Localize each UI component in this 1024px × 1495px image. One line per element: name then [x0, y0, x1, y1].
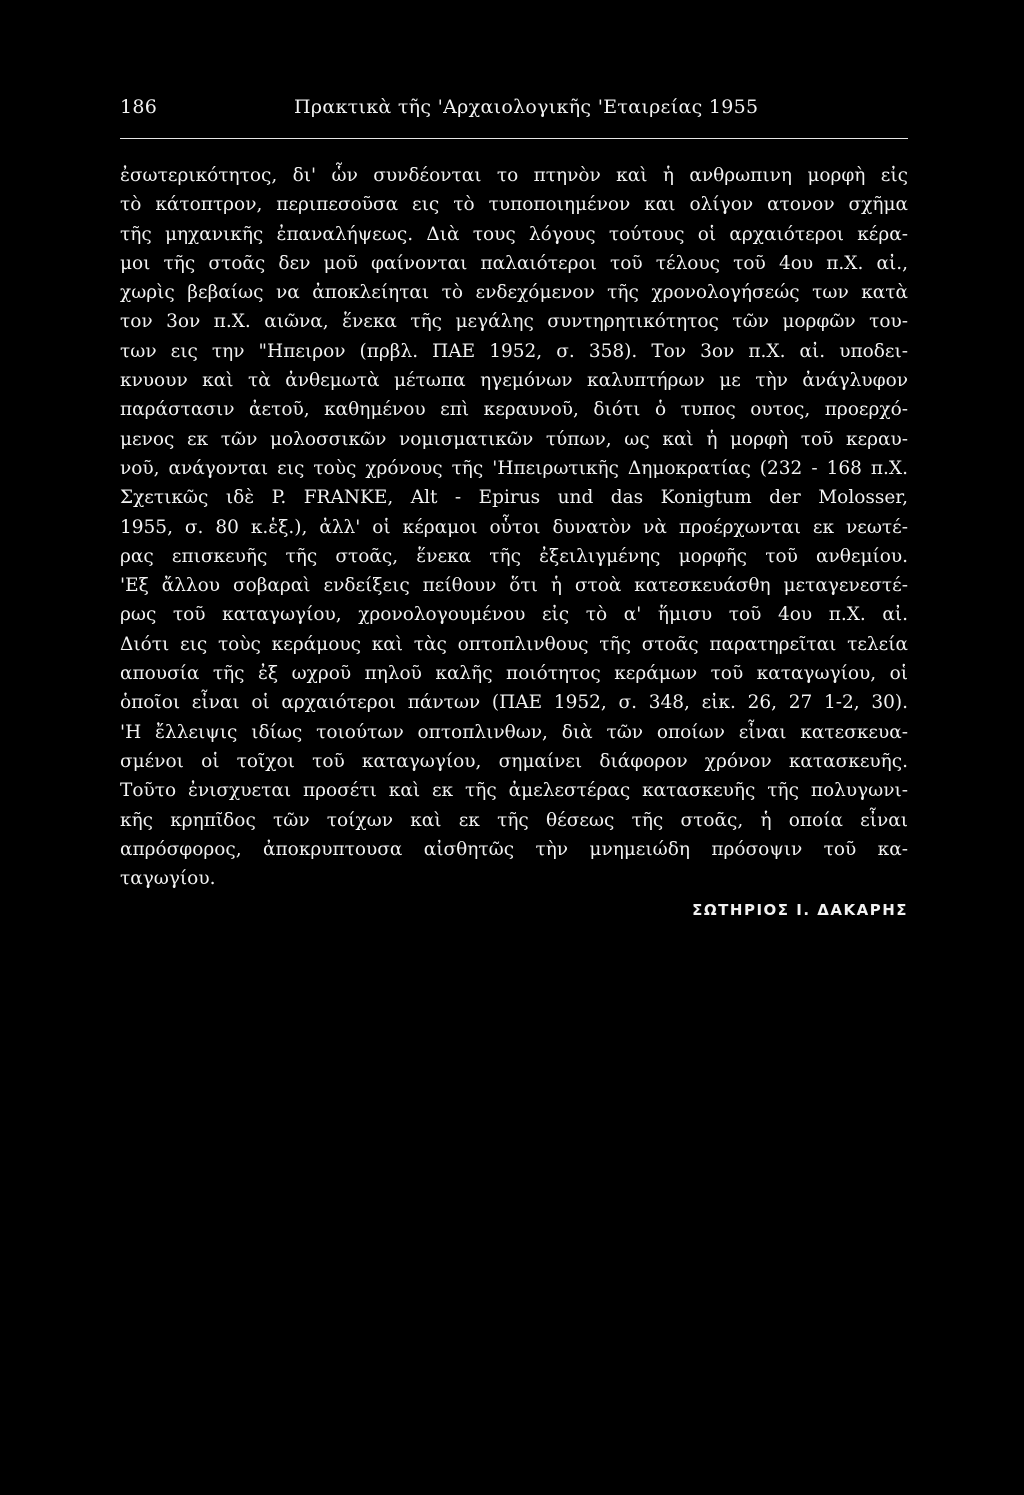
text-line: νοῦ, ανάγονται εις τοὺς χρόνους τῆς 'Ηπειρωτικῆς Δημοκρατίας (232 - 168 π.Χ. — [120, 457, 908, 479]
text-line: τον 3ον π.Χ. αιῶνα, ἕνεκα τῆς μεγάλης συντηρητικότητος τῶν μορφῶν του- — [120, 311, 908, 333]
text-line: 'Η ἔλλειψις ιδίως τοιούτων οπτοπλινθων, διὰ τῶν οποίων εἶναι κατεσκευα- — [120, 721, 908, 743]
text-line: ρας επισκευῆς τῆς στοᾶς, ἕνεκα τῆς ἐξειλιγμένης μορφῆς τοῦ ανθεμίου. — [120, 545, 908, 567]
page-number: 186 — [120, 96, 158, 118]
text-line: κνυουν καὶ τὰ ἀνθεμωτὰ μέτωπα ηγεμόνων καλυπτήρων με τὴν ἀνάγλυφον — [120, 370, 908, 392]
text-line: σμένοι οἱ τοῖχοι τοῦ καταγωγίου, σημαίνει διάφορον χρόνον κατασκευῆς. — [120, 750, 908, 772]
text-line: ταγωγίου. — [120, 868, 216, 890]
text-line: Διότι εις τοὺς κεράμους καὶ τὰς οπτοπλινθους τῆς στοᾶς παρατηρεῖται τελεία — [120, 633, 908, 655]
text-line: κῆς κρηπῖδος τῶν τοίχων καὶ εκ τῆς θέσεως τῆς στοᾶς, ἡ οποία εἶναι — [120, 809, 908, 831]
author-signature: ΣΩΤΗΡΙΟΣ Ι. ΔΑΚΑΡΗΣ — [692, 901, 908, 920]
text-line: 1955, σ. 80 κ.ἑξ.), ἀλλ' οἱ κέραμοι οὗτοι δυνατὸν νὰ προέρχωνται εκ νεωτέ- — [120, 516, 908, 538]
text-line: ρως τοῦ καταγωγίου, χρονολογουμένου εἰς τὸ α' ἥμισυ τοῦ 4ου π.Χ. αἰ. — [120, 604, 908, 626]
header-rule — [120, 138, 908, 139]
text-line: τῆς μηχανικῆς ἐπαναλήψεως. Διὰ τους λόγους τούτους οἱ αρχαιότεροι κέρα- — [120, 223, 908, 245]
running-head — [120, 96, 908, 126]
article-body — [120, 161, 908, 893]
text-line: ἐσωτερικότητος, δι' ὧν συνδέονται το πτηνὸν καὶ ἡ ανθρωπινη μορφὴ εἰς — [120, 165, 908, 186]
text-line: Τοῦτο ἐνισχυεται προσέτι καὶ εκ τῆς ἀμελεστέρας κατασκευῆς τῆς πολυγωνι- — [120, 780, 908, 802]
text-line: τὸ κάτοπτρον, περιπεσοῦσα εις τὸ τυποποιημένον και ολίγον ατονον σχῆμα — [120, 194, 908, 216]
text-line: απρόσφορος, ἀποκρυπτουσα αἰσθητῶς τὴν μνημειώδη πρόσοψιν τοῦ κα- — [120, 838, 908, 860]
text-line: ὁποῖοι εἶναι οἱ αρχαιότεροι πάντων (ΠΑΕ 1952, σ. 348, εἰκ. 26, 27 1-2, 30). — [120, 692, 908, 714]
text-line: μοι τῆς στοᾶς δεν μοῦ φαίνονται παλαιότεροι τοῦ τέλους τοῦ 4ου π.Χ. αἰ., — [120, 252, 908, 274]
text-line: απουσία τῆς ἐξ ωχροῦ πηλοῦ καλῆς ποιότητος κεράμων τοῦ καταγωγίου, οἱ — [120, 663, 908, 685]
journal-title: Πρακτικὰ τῆς 'Αρχαιολογικῆς 'Εταιρείας 1955 — [294, 96, 759, 118]
text-line: Σχετικῶς ιδὲ P. FRANKE, Alt - Epirus und das Konigtum der Molosser, — [120, 487, 908, 509]
text-line: μενος εκ τῶν μολοσσικῶν νομισματικῶν τύπων, ως καὶ ἡ μορφὴ τοῦ κεραυ- — [120, 428, 908, 450]
text-line: χωρὶς βεβαίως να ἀποκλείηται τὸ ενδεχόμενον τῆς χρονολογήσεώς των κατὰ — [120, 282, 908, 304]
text-line: παράστασιν ἀετοῦ, καθημένου επὶ κεραυνοῦ, διότι ὁ τυπος ουτος, προερχό- — [120, 399, 908, 421]
text-line: των εις την "Ηπειρον (πρβλ. ΠΑΕ 1952, σ. 358). Τον 3ον π.Χ. αἰ. υποδει- — [120, 340, 908, 362]
text-line: 'Εξ ἄλλου σοβαραὶ ενδείξεις πείθουν ὅτι ἡ στοὰ κατεσκευάσθη μεταγενεστέ- — [120, 575, 908, 597]
page — [120, 96, 908, 919]
